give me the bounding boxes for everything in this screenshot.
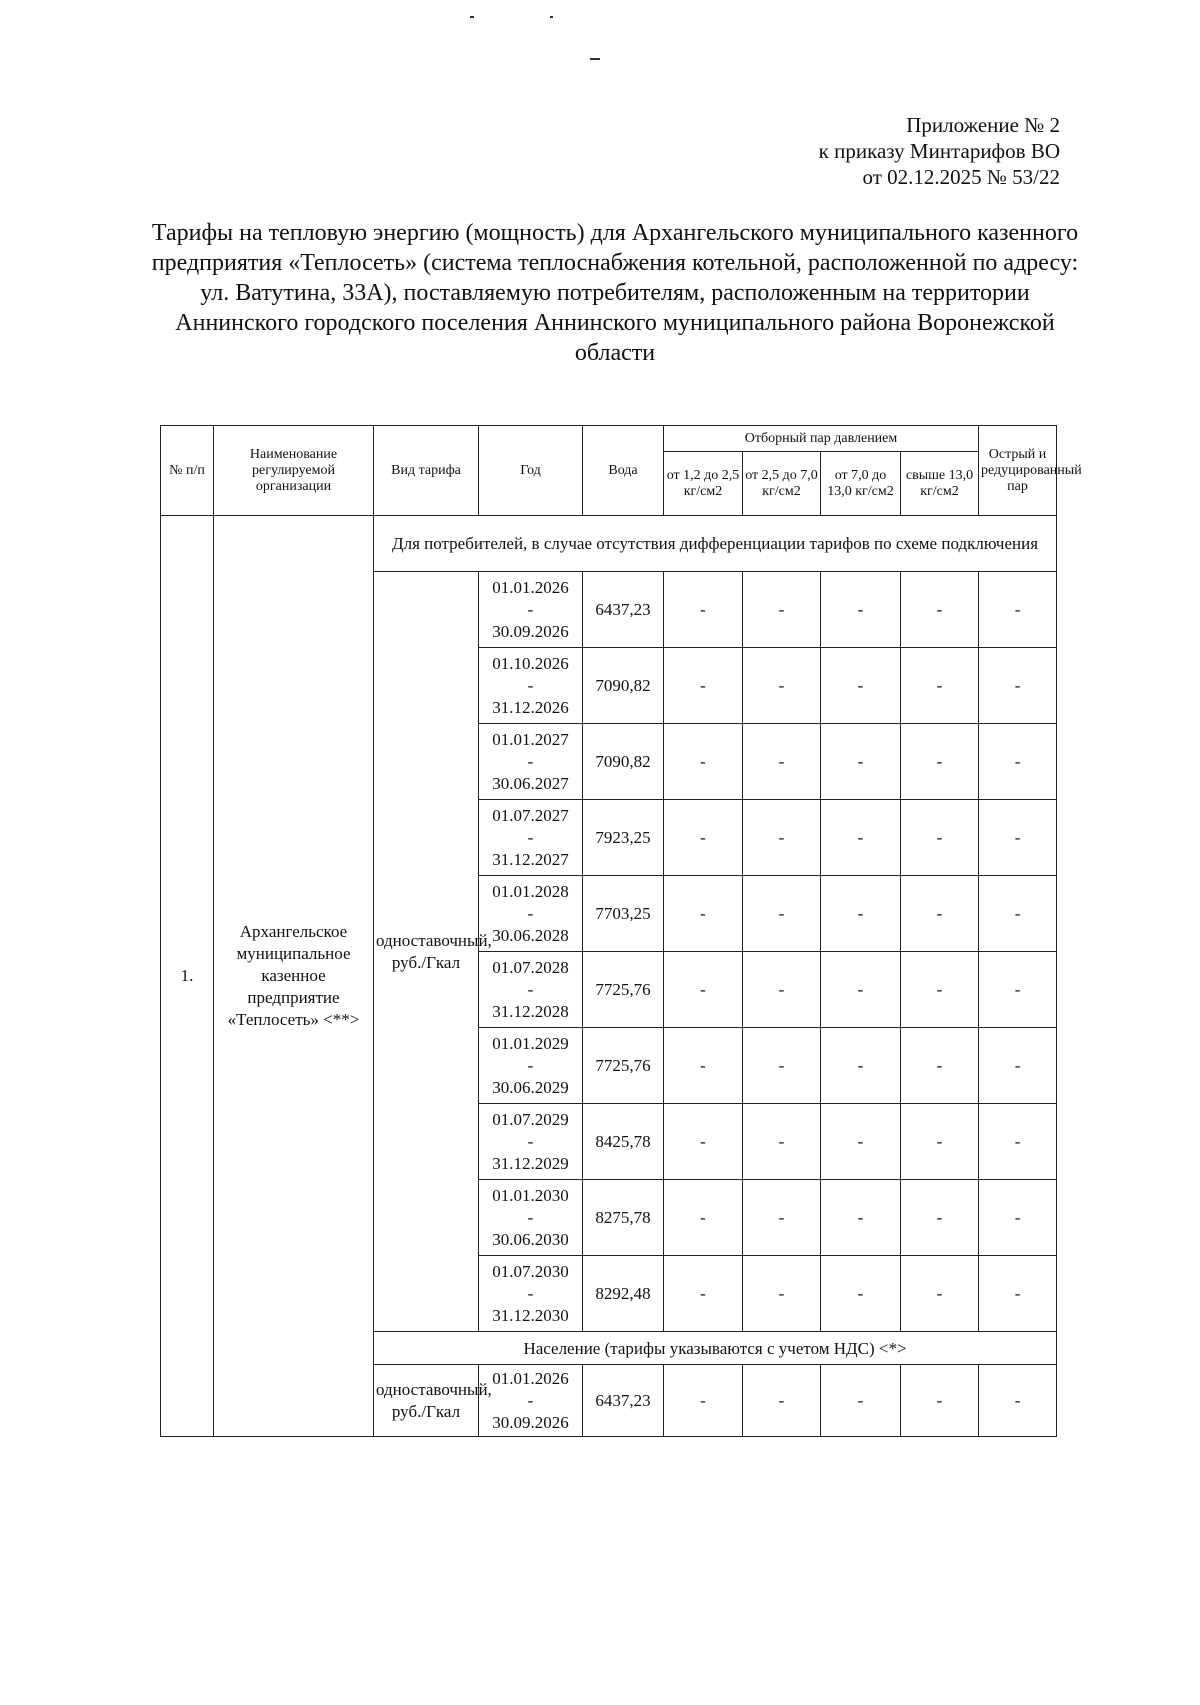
period-separator: - <box>527 1131 534 1151</box>
header-p1: от 1,2 до 2,5 кг/см2 <box>664 452 743 516</box>
steam-p4-tariff: - <box>901 1104 979 1180</box>
period-from: 01.01.2028 <box>492 881 569 901</box>
tariff-type: одноставочный, руб./Гкал <box>374 1365 479 1437</box>
water-tariff: 8275,78 <box>583 1180 664 1256</box>
period-from: 01.01.2027 <box>492 729 569 749</box>
steam-p2-tariff: - <box>743 1028 821 1104</box>
period-separator: - <box>527 827 534 847</box>
period-from: 01.07.2028 <box>492 957 569 977</box>
period-separator: - <box>527 1283 534 1303</box>
header-year: Год <box>479 426 583 516</box>
period-separator: - <box>527 1390 534 1410</box>
period-to: 30.09.2026 <box>492 1412 569 1432</box>
steam-p2-tariff: - <box>743 1365 821 1437</box>
steam-p3-tariff: - <box>821 1365 901 1437</box>
header-p2: от 2,5 до 7,0 кг/см2 <box>743 452 821 516</box>
period-to: 30.06.2027 <box>492 773 569 793</box>
period-to: 31.12.2030 <box>492 1305 569 1325</box>
steam-p2-tariff: - <box>743 876 821 952</box>
period-to: 30.09.2026 <box>492 621 569 641</box>
appendix-number: Приложение № 2 <box>906 113 1060 137</box>
steam-p1-tariff: - <box>664 1028 743 1104</box>
period-to: 30.06.2029 <box>492 1077 569 1097</box>
steam-sharp-tariff: - <box>979 1256 1057 1332</box>
period-separator: - <box>527 979 534 999</box>
steam-p1-tariff: - <box>664 876 743 952</box>
tariff-type: одноставочный, руб./Гкал <box>374 572 479 1332</box>
steam-sharp-tariff: - <box>979 952 1057 1028</box>
period-from: 01.10.2026 <box>492 653 569 673</box>
period-separator: - <box>527 1055 534 1075</box>
steam-p4-tariff: - <box>901 800 979 876</box>
water-tariff: 8425,78 <box>583 1104 664 1180</box>
period-separator: - <box>527 751 534 771</box>
period-to: 31.12.2026 <box>492 697 569 717</box>
steam-p4-tariff: - <box>901 724 979 800</box>
period-to: 31.12.2029 <box>492 1153 569 1173</box>
water-tariff: 8292,48 <box>583 1256 664 1332</box>
water-tariff: 6437,23 <box>583 1365 664 1437</box>
steam-p4-tariff: - <box>901 1256 979 1332</box>
steam-p1-tariff: - <box>664 1104 743 1180</box>
steam-sharp-tariff: - <box>979 1365 1057 1437</box>
water-tariff: 7725,76 <box>583 952 664 1028</box>
steam-p1-tariff: - <box>664 572 743 648</box>
period-cell <box>479 1180 583 1256</box>
period-cell <box>479 1256 583 1332</box>
period-to: 31.12.2028 <box>492 1001 569 1021</box>
row-number: 1. <box>161 516 214 1437</box>
header-org: Наименование регулируемой организации <box>214 426 374 516</box>
period-from: 01.01.2026 <box>492 577 569 597</box>
steam-p4-tariff: - <box>901 1028 979 1104</box>
steam-p3-tariff: - <box>821 800 901 876</box>
header-p3: от 7,0 до 13,0 кг/см2 <box>821 452 901 516</box>
period-separator: - <box>527 599 534 619</box>
steam-p4-tariff: - <box>901 952 979 1028</box>
water-tariff: 7090,82 <box>583 648 664 724</box>
period-cell <box>479 1365 583 1437</box>
header-water: Вода <box>583 426 664 516</box>
steam-p3-tariff: - <box>821 572 901 648</box>
period-to: 30.06.2028 <box>492 925 569 945</box>
steam-p4-tariff: - <box>901 648 979 724</box>
water-tariff: 7725,76 <box>583 1028 664 1104</box>
steam-p2-tariff: - <box>743 648 821 724</box>
header-type: Вид тарифа <box>374 426 479 516</box>
steam-p2-tariff: - <box>743 1104 821 1180</box>
steam-p1-tariff: - <box>664 952 743 1028</box>
group-no-differentiation: Для потребителей, в случае отсутствия дифференциации тарифов по схеме подключения <box>374 516 1057 572</box>
steam-p3-tariff: - <box>821 648 901 724</box>
period-from: 01.07.2029 <box>492 1109 569 1129</box>
water-tariff: 6437,23 <box>583 572 664 648</box>
period-separator: - <box>527 675 534 695</box>
group-population: Население (тарифы указываются с учетом НДС) <*> <box>374 1332 1057 1365</box>
period-cell <box>479 1028 583 1104</box>
document-title: Тарифы на тепловую энергию (мощность) для Архангельского муниципального казенного предприятия «Теплосеть» (система теплоснабжения котельной, расположенной по адресу: ул. Ватутина, 33А), поставляемую потребителям, расположенным на территории Аннинского городского поселения Аннинского муниципального района Воронежской области <box>151 220 1079 366</box>
period-separator: - <box>527 1207 534 1227</box>
period-from: 01.07.2030 <box>492 1261 569 1281</box>
period-cell <box>479 572 583 648</box>
steam-p1-tariff: - <box>664 1365 743 1437</box>
period-separator: - <box>527 903 534 923</box>
steam-p2-tariff: - <box>743 572 821 648</box>
water-tariff: 7090,82 <box>583 724 664 800</box>
steam-p2-tariff: - <box>743 952 821 1028</box>
period-from: 01.01.2029 <box>492 1033 569 1053</box>
steam-p3-tariff: - <box>821 876 901 952</box>
header-steam-group: Отборный пар давлением <box>664 426 979 452</box>
period-cell <box>479 1104 583 1180</box>
period-cell <box>479 952 583 1028</box>
steam-p1-tariff: - <box>664 1256 743 1332</box>
steam-p4-tariff: - <box>901 572 979 648</box>
period-to: 31.12.2027 <box>492 849 569 869</box>
period-from: 01.01.2030 <box>492 1185 569 1205</box>
header-sharp-steam: Острый и редуцированный пар <box>979 426 1057 516</box>
period-from: 01.07.2027 <box>492 805 569 825</box>
steam-p3-tariff: - <box>821 952 901 1028</box>
period-from: 01.01.2026 <box>492 1368 569 1388</box>
header-p4: свыше 13,0 кг/см2 <box>901 452 979 516</box>
steam-p3-tariff: - <box>821 1104 901 1180</box>
period-cell <box>479 800 583 876</box>
appendix-order: к приказу Минтарифов ВО <box>818 139 1060 163</box>
steam-p4-tariff: - <box>901 1365 979 1437</box>
steam-p3-tariff: - <box>821 1256 901 1332</box>
water-tariff: 7703,25 <box>583 876 664 952</box>
period-cell <box>479 648 583 724</box>
steam-p4-tariff: - <box>901 1180 979 1256</box>
steam-sharp-tariff: - <box>979 648 1057 724</box>
water-tariff: 7923,25 <box>583 800 664 876</box>
steam-sharp-tariff: - <box>979 1104 1057 1180</box>
steam-p1-tariff: - <box>664 724 743 800</box>
steam-p2-tariff: - <box>743 724 821 800</box>
steam-sharp-tariff: - <box>979 1028 1057 1104</box>
steam-p1-tariff: - <box>664 1180 743 1256</box>
steam-p3-tariff: - <box>821 724 901 800</box>
org-name: Архангельское муниципальное казенное предприятие «Теплосеть» <**> <box>214 516 374 1437</box>
steam-sharp-tariff: - <box>979 1180 1057 1256</box>
header-num: № п/п <box>161 426 214 516</box>
steam-p3-tariff: - <box>821 1180 901 1256</box>
appendix-date: от 02.12.2025 № 53/22 <box>862 165 1060 189</box>
steam-p2-tariff: - <box>743 800 821 876</box>
steam-sharp-tariff: - <box>979 800 1057 876</box>
steam-p2-tariff: - <box>743 1256 821 1332</box>
steam-p4-tariff: - <box>901 876 979 952</box>
steam-p2-tariff: - <box>743 1180 821 1256</box>
steam-sharp-tariff: - <box>979 724 1057 800</box>
period-cell <box>479 724 583 800</box>
tariff-table <box>160 425 1082 1437</box>
steam-sharp-tariff: - <box>979 876 1057 952</box>
steam-sharp-tariff: - <box>979 572 1057 648</box>
period-cell <box>479 876 583 952</box>
appendix-header <box>819 112 1060 190</box>
steam-p3-tariff: - <box>821 1028 901 1104</box>
steam-p1-tariff: - <box>664 800 743 876</box>
steam-p1-tariff: - <box>664 648 743 724</box>
period-to: 30.06.2030 <box>492 1229 569 1249</box>
